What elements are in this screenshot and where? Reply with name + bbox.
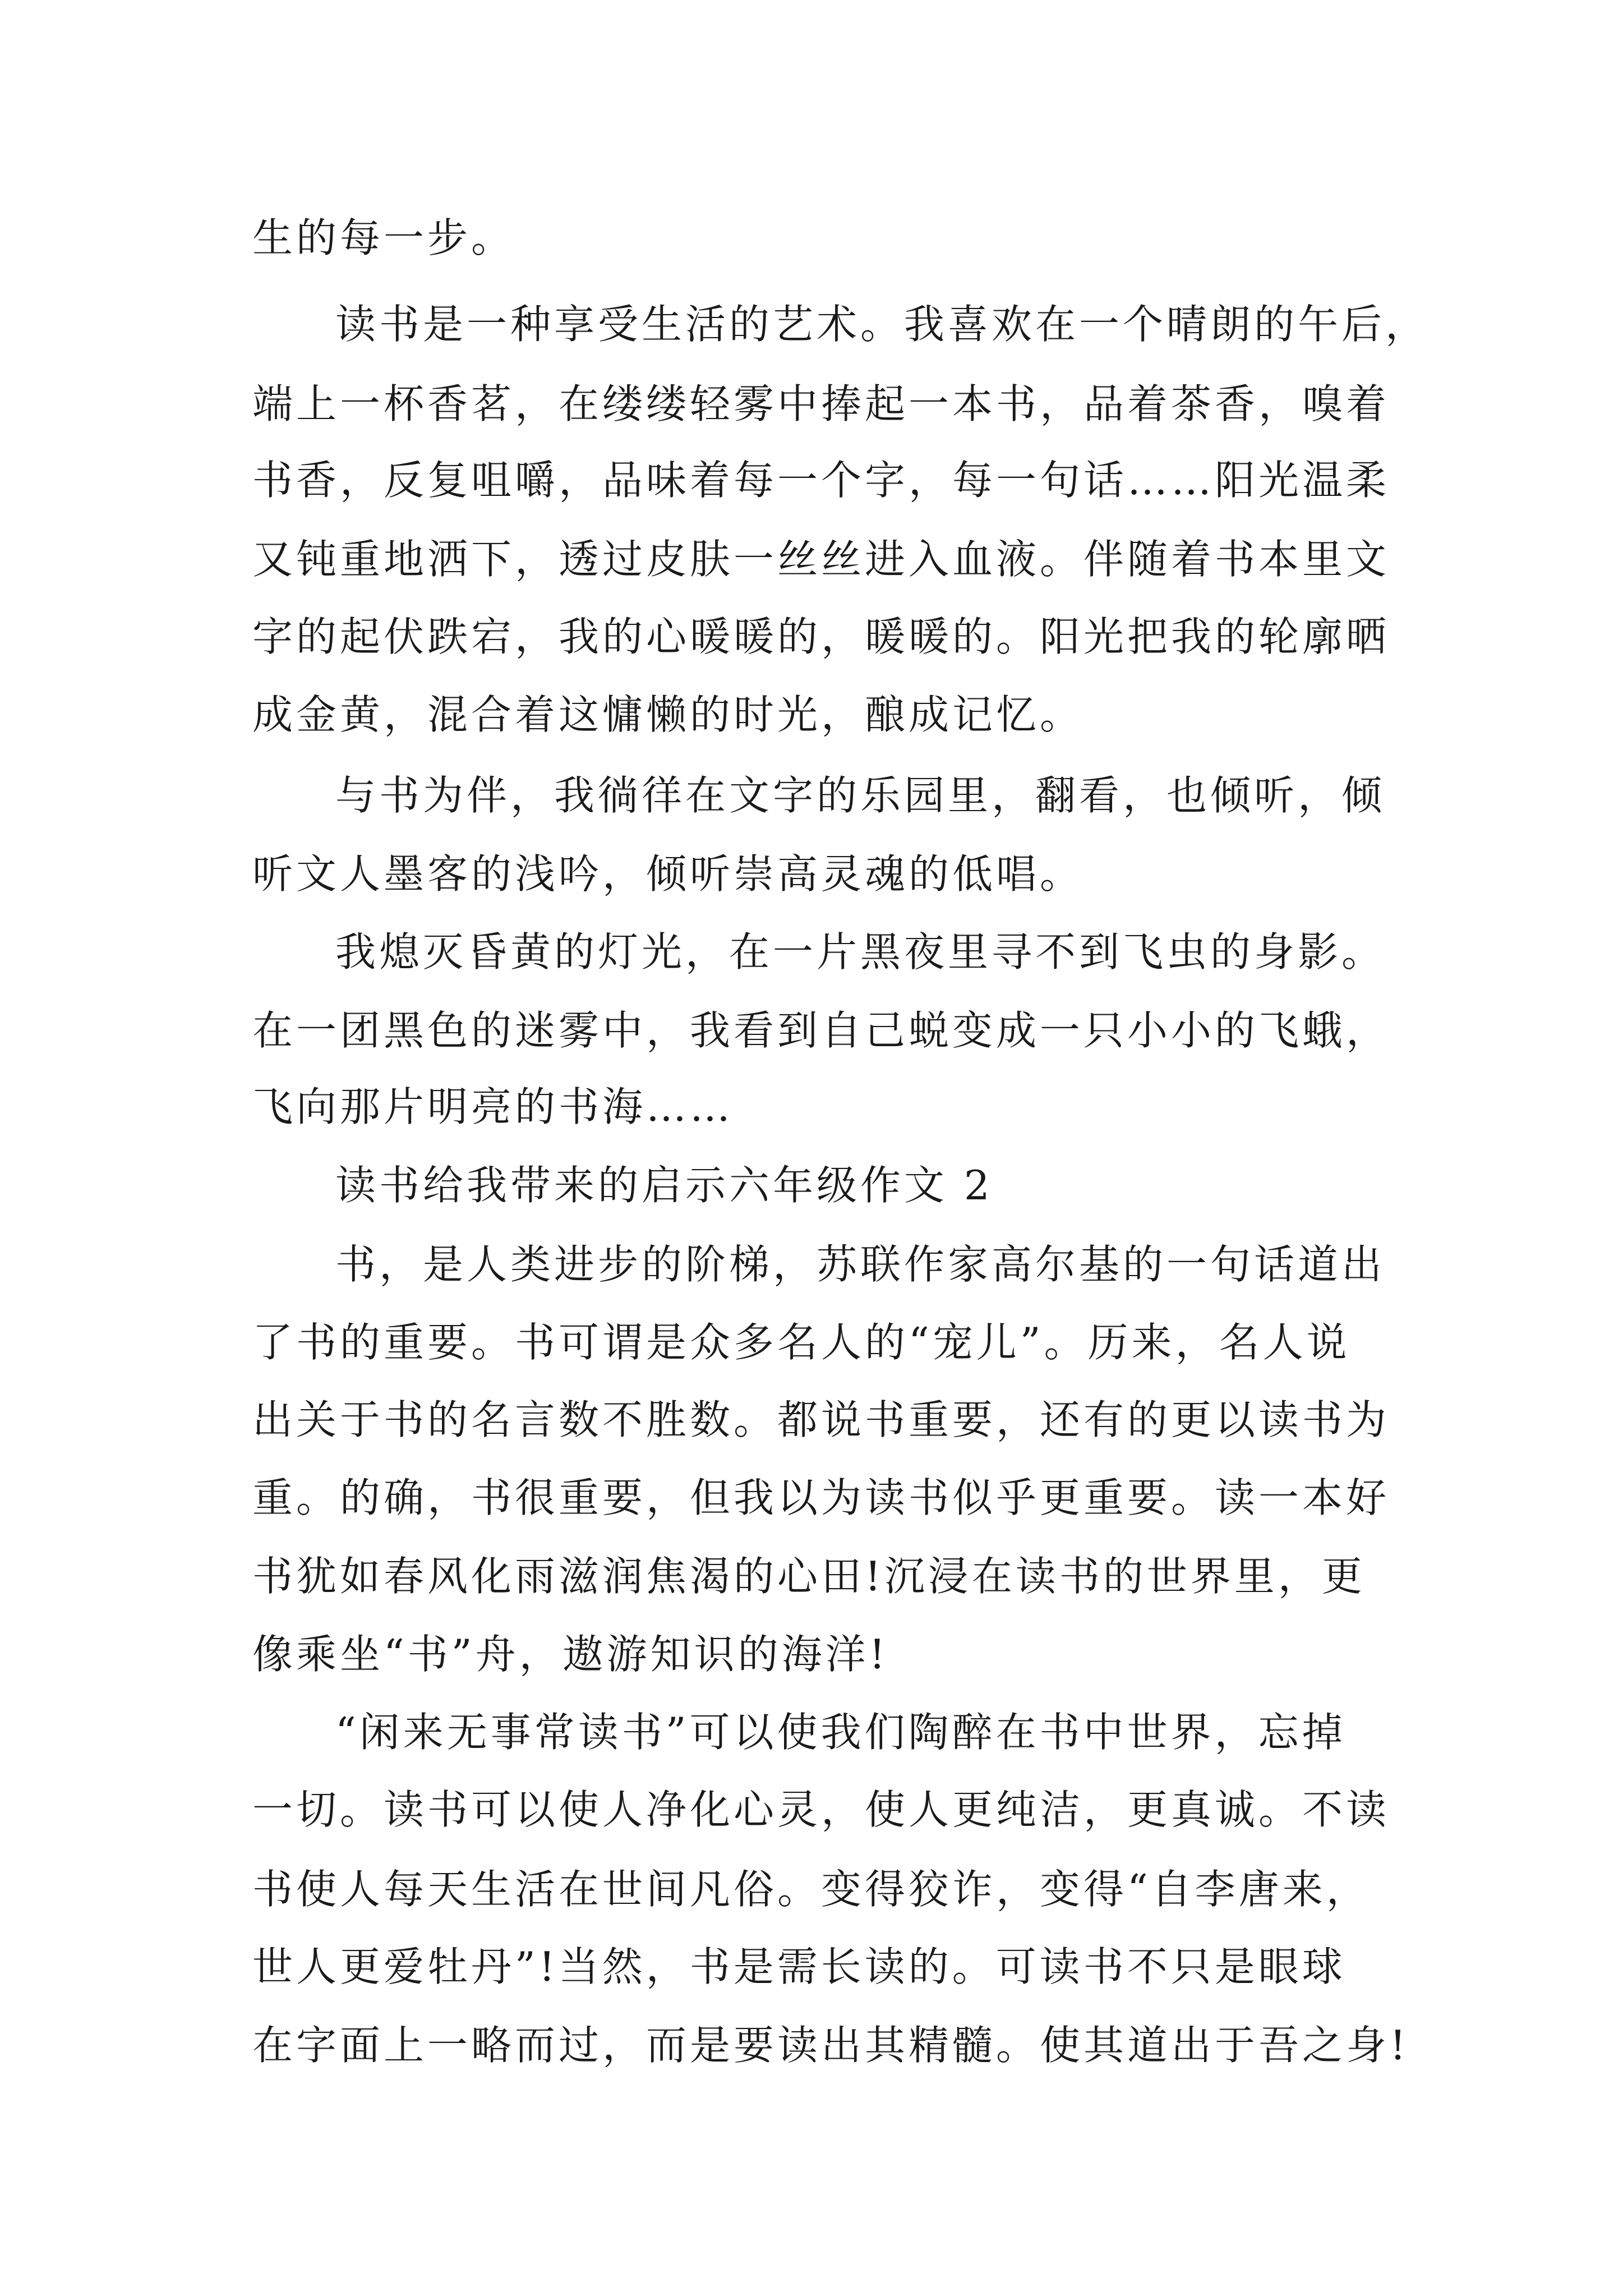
- text-line: 书使人每天生活在世间凡俗。变得狡诈，变得“自李唐来，: [252, 1866, 1370, 1913]
- text-line: 在字面上一略而过，而是要读出其精髓。使其道出于吾之身!: [252, 2022, 1409, 2069]
- text-line: 听文人墨客的浅吟，倾听崇高灵魂的低唱。: [252, 850, 1084, 898]
- paragraph-start-line: 我熄灭昏黄的灯光，在一片黑夜里寻不到飞虫的身影。: [335, 928, 1386, 976]
- text-line: 世人更爱牡丹”!当然，书是需长读的。可读书不只是眼球: [252, 1943, 1346, 1990]
- text-line: 书犹如春风化雨滋润焦渴的心田!沉浸在读书的世界里，更: [252, 1553, 1366, 1600]
- text-line: 重。的确，书很重要，但我以为读书似乎更重要。读一本好: [252, 1474, 1390, 1521]
- paragraph-start-line: 读书是一种享受生活的艺术。我喜欢在一个晴朗的午后，: [335, 301, 1430, 348]
- text-line: 字的起伏跌宕，我的心暖暖的，暖暖的。阳光把我的轮廓晒: [252, 613, 1390, 660]
- text-line: 像乘坐“书”舟，遨游知识的海洋!: [252, 1631, 889, 1678]
- text-line: 又钝重地洒下，透过皮肤一丝丝进入血液。伴随着书本里文: [252, 536, 1390, 583]
- paragraph-start-line: 与书为伴，我徜徉在文字的乐园里，翻看，也倾听，倾: [335, 772, 1386, 819]
- paragraph-start-line: 书，是人类进步的阶梯，苏联作家高尔基的一句话道出: [335, 1241, 1386, 1288]
- text-line: 成金黄，混合着这慵懒的时光，酿成记忆。: [252, 691, 1084, 738]
- text-line: 出关于书的名言数不胜数。都说书重要，还有的更以读书为: [252, 1396, 1390, 1443]
- text-line: 在一团黑色的迷雾中，我看到自己蜕变成一只小小的飞蛾，: [252, 1007, 1390, 1054]
- paragraph-start-line: “闲来无事常读书”可以使我们陶醉在书中世界，忘掉: [335, 1709, 1346, 1756]
- text-line: 一切。读书可以使人净化心灵，使人更纯洁，更真诚。不读: [252, 1786, 1390, 1833]
- text-line: 了书的重要。书可谓是众多名人的“宠儿”。历来，名人说: [252, 1319, 1350, 1366]
- text-line: 飞向那片明亮的书海……: [252, 1083, 734, 1130]
- text-line: 书香，反复咀嚼，品味着每一个字，每一句话……阳光温柔: [252, 457, 1390, 504]
- text-line: 端上一杯香茗，在缕缕轻雾中捧起一本书，品着茶香，嗅着: [252, 380, 1390, 427]
- text-line: 生的每一步。: [252, 214, 515, 261]
- section-heading: 读书给我带来的启示六年级作文 2: [335, 1162, 993, 1209]
